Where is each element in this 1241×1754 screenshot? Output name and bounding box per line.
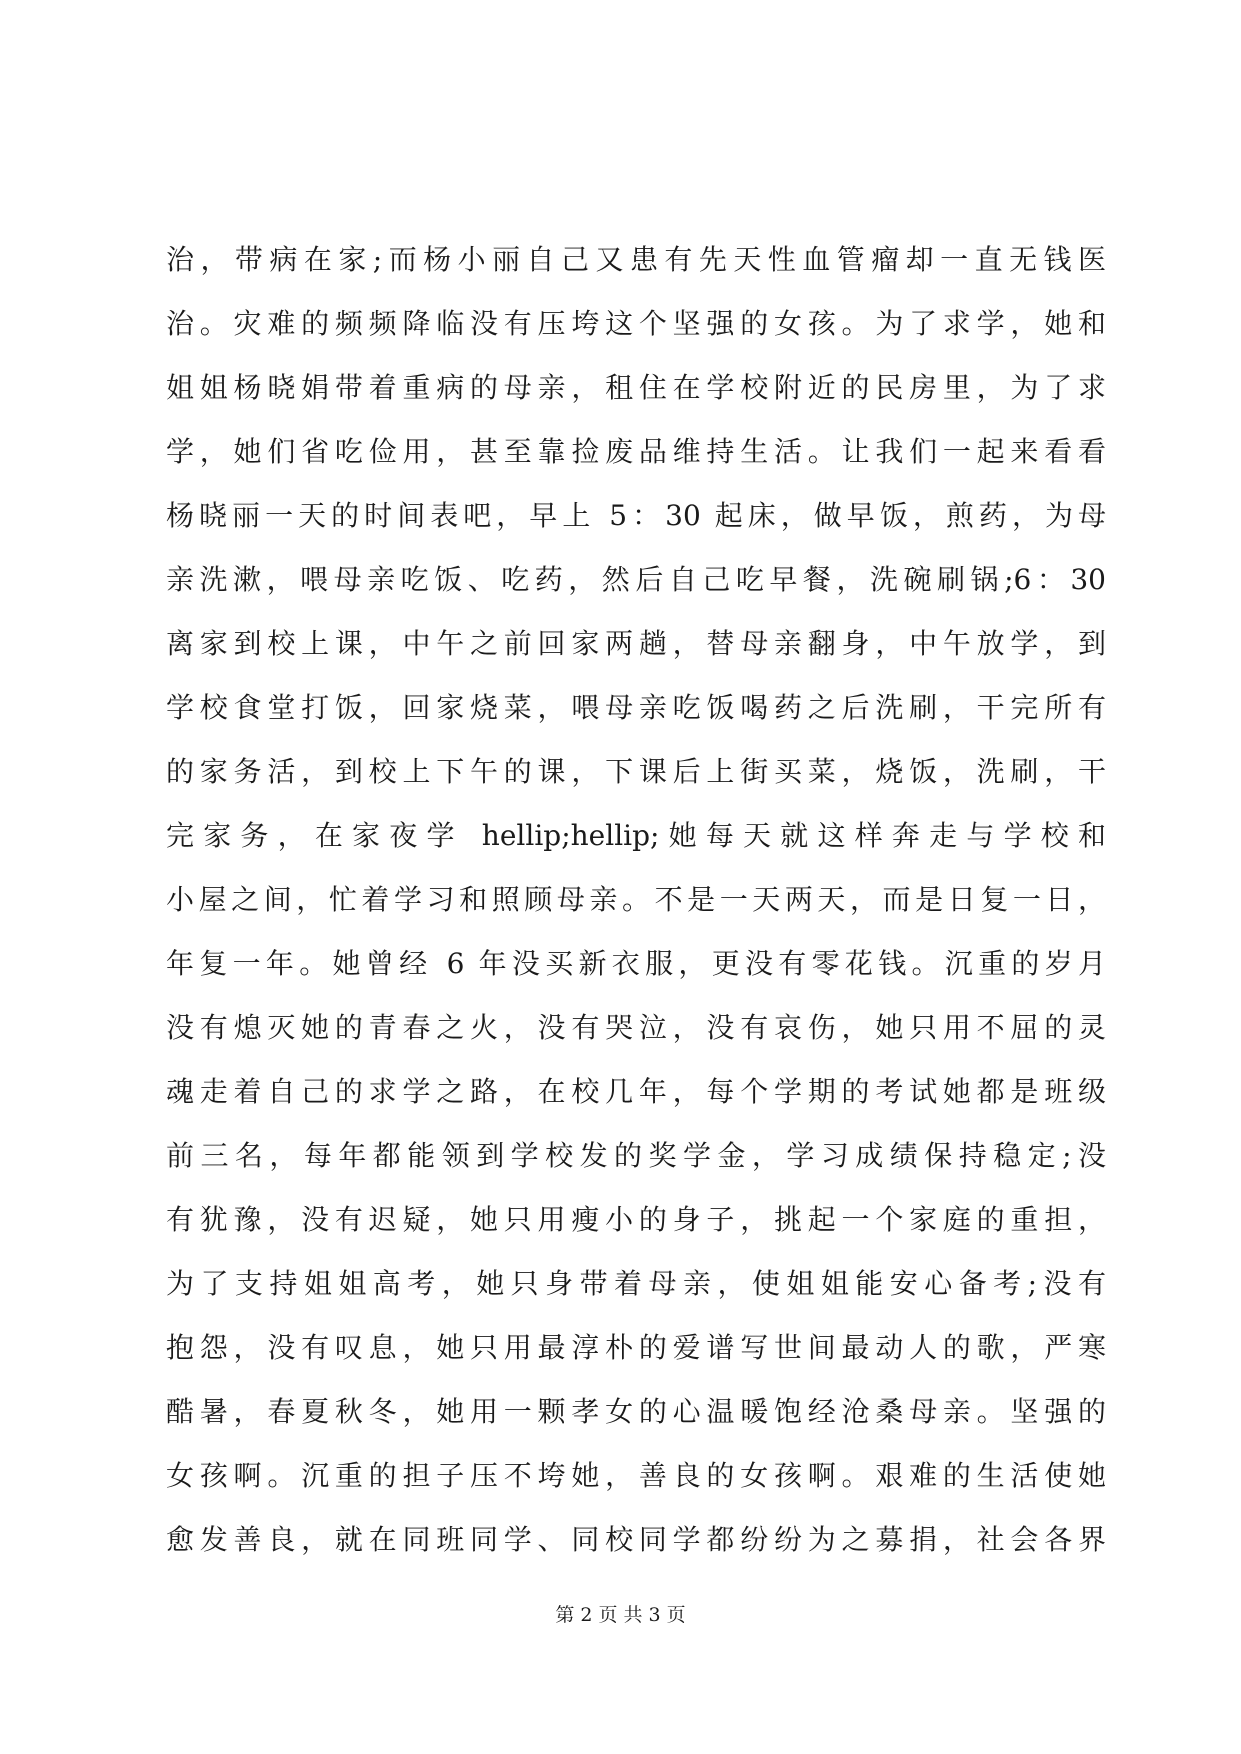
body-text bbox=[166, 228, 1106, 1572]
text-line: 有犹豫，没有迟疑，她只用瘦小的身子，挑起一个家庭的重担， bbox=[166, 1203, 1106, 1236]
text-line: 女孩啊。沉重的担子压不垮她，善良的女孩啊。艰难的生活使她 bbox=[166, 1459, 1106, 1492]
text-line: 小屋之间，忙着学习和照顾母亲。不是一天两天，而是日复一日， bbox=[166, 883, 1106, 916]
text-line: 魂走着自己的求学之路，在校几年，每个学期的考试她都是班级 bbox=[166, 1075, 1106, 1108]
text-line: 完家务，在家夜学 hellip;hellip;她每天就这样奔走与学校和 bbox=[166, 819, 1106, 852]
text-line: 离家到校上课，中午之前回家两趟，替母亲翻身，中午放学，到 bbox=[166, 627, 1106, 660]
text-line: 学校食堂打饭，回家烧菜，喂母亲吃饭喝药之后洗刷，干完所有 bbox=[166, 691, 1106, 724]
text-line: 酷暑，春夏秋冬，她用一颗孝女的心温暖饱经沧桑母亲。坚强的 bbox=[166, 1395, 1106, 1428]
text-line: 的家务活，到校上下午的课，下课后上街买菜，烧饭，洗刷，干 bbox=[166, 755, 1106, 788]
page-number-footer: 第 2 页 共 3 页 bbox=[555, 1604, 686, 1626]
text-line: 亲洗漱，喂母亲吃饭、吃药，然后自己吃早餐，洗碗刷锅;6：30 bbox=[166, 563, 1106, 596]
text-line: 治，带病在家;而杨小丽自己又患有先天性血管瘤却一直无钱医 bbox=[166, 243, 1106, 276]
text-line: 年复一年。她曾经 6 年没买新衣服，更没有零花钱。沉重的岁月 bbox=[166, 947, 1106, 980]
text-line: 治。灾难的频频降临没有压垮这个坚强的女孩。为了求学，她和 bbox=[166, 307, 1106, 340]
text-line: 杨晓丽一天的时间表吧，早上 5：30 起床，做早饭，煎药，为母 bbox=[166, 499, 1106, 532]
text-line: 学，她们省吃俭用，甚至靠捡废品维持生活。让我们一起来看看 bbox=[166, 435, 1106, 468]
text-line: 姐姐杨晓娟带着重病的母亲，租住在学校附近的民房里，为了求 bbox=[166, 371, 1106, 404]
text-line: 前三名，每年都能领到学校发的奖学金，学习成绩保持稳定;没 bbox=[166, 1139, 1106, 1172]
text-line: 为了支持姐姐高考，她只身带着母亲，使姐姐能安心备考;没有 bbox=[166, 1267, 1106, 1300]
text-line: 没有熄灭她的青春之火，没有哭泣，没有哀伤，她只用不屈的灵 bbox=[166, 1011, 1106, 1044]
text-line: 愈发善良，就在同班同学、同校同学都纷纷为之募捐，社会各界 bbox=[166, 1523, 1106, 1556]
text-line: 抱怨，没有叹息，她只用最淳朴的爱谱写世间最动人的歌，严寒 bbox=[166, 1331, 1106, 1364]
